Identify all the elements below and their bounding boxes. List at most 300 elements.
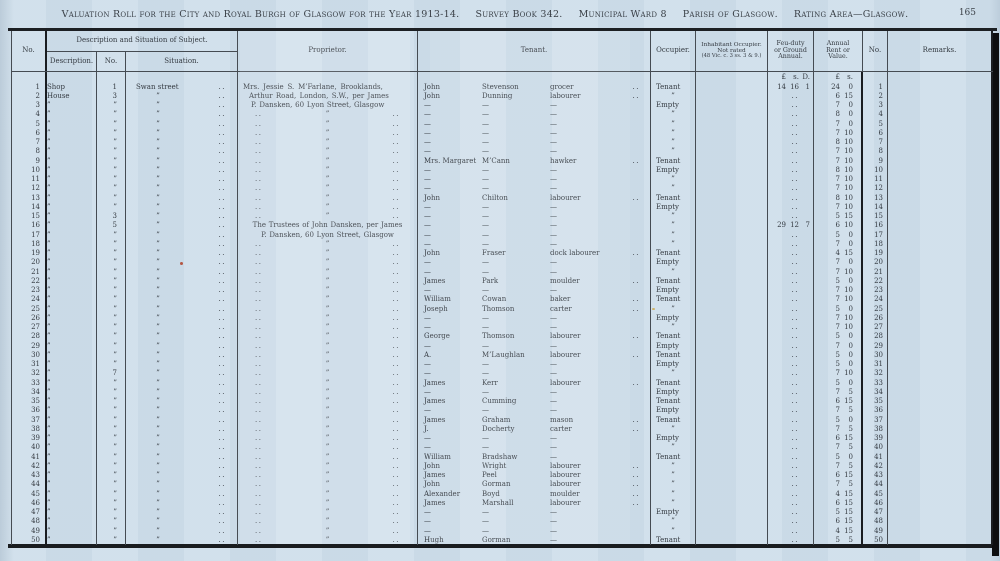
cell-occupier xyxy=(651,184,696,193)
cell-occupier xyxy=(651,508,696,517)
rent-shillings: 10 xyxy=(844,165,853,174)
cell-tenant xyxy=(418,360,651,369)
dot-leader: .. xyxy=(632,249,640,258)
dot-leader: .. xyxy=(392,397,400,406)
cell-tenant xyxy=(418,166,651,175)
tenant-forename: James xyxy=(424,471,446,480)
tenant-forename: — xyxy=(424,517,431,526)
cell-tenant xyxy=(418,388,651,397)
rent-pounds: 4 xyxy=(835,526,840,535)
tenant-occupation: dock labourer xyxy=(550,249,600,258)
dot-leader: .. xyxy=(392,489,400,498)
rent-shillings: 0 xyxy=(848,82,853,91)
tenant-surname: — xyxy=(482,313,489,322)
tenant-forename: A. xyxy=(424,350,432,359)
cell-remarks xyxy=(888,342,993,351)
cell-occupier xyxy=(651,369,696,378)
cell-description xyxy=(47,101,97,110)
ditto-mark: ” xyxy=(325,480,330,489)
dot-leader: .. xyxy=(392,212,400,221)
proprietor-text: Mrs. Jessie S. M’Farlane, Brooklands, xyxy=(243,82,383,91)
cell-proprietor xyxy=(238,221,418,230)
cell-annual-rent xyxy=(814,527,863,536)
cell-feu-duty xyxy=(768,138,814,147)
cell-annual-rent xyxy=(814,508,863,517)
rent-pounds: 8 xyxy=(835,138,840,147)
dot-leader: .. xyxy=(255,443,263,452)
cell-row-number-right: 10 xyxy=(863,166,888,175)
dot-leader: .. xyxy=(392,415,400,424)
cell-feu-duty xyxy=(768,471,814,480)
description-text: ” xyxy=(47,212,51,221)
description-text: ” xyxy=(47,202,51,211)
cell-proprietor xyxy=(238,323,418,332)
cell-street-number: ” xyxy=(97,323,126,332)
cell-situation xyxy=(126,240,238,249)
rent-shillings: 0 xyxy=(848,258,853,267)
cell-inhabitant-occupier xyxy=(696,406,768,415)
cell-row-number: 5 xyxy=(12,120,47,129)
dot-leader: .. xyxy=(791,471,799,480)
tenant-occupation: — xyxy=(550,517,557,526)
tenant-surname: Docherty xyxy=(482,424,515,433)
rent-pounds: 8 xyxy=(835,110,840,119)
cell-occupier xyxy=(651,351,696,360)
tenant-occupation: hawker xyxy=(550,156,577,165)
occupier-text: ” xyxy=(671,517,675,526)
occupier-text: Empty xyxy=(656,387,679,396)
cell-remarks xyxy=(888,527,993,536)
rent-shillings: 10 xyxy=(844,295,853,304)
dot-leader: .. xyxy=(218,508,226,517)
dot-leader: .. xyxy=(392,286,400,295)
cell-inhabitant-occupier xyxy=(696,443,768,452)
cell-row-number-right: 31 xyxy=(863,360,888,369)
cell-proprietor xyxy=(238,332,418,341)
cell-situation xyxy=(126,499,238,508)
tenant-occupation: — xyxy=(550,147,557,156)
dot-leader: .. xyxy=(791,387,799,396)
occupier-text: ” xyxy=(671,239,675,248)
rent-pounds: 7 xyxy=(835,147,840,156)
occupier-text: ” xyxy=(671,147,675,156)
table-row xyxy=(12,425,993,434)
table-row xyxy=(12,268,993,277)
cell-inhabitant-occupier xyxy=(696,342,768,351)
cell-situation xyxy=(126,388,238,397)
rent-pounds: 7 xyxy=(835,443,840,452)
dot-leader: .. xyxy=(791,332,799,341)
cell-row-number-right: 45 xyxy=(863,490,888,499)
dot-leader: .. xyxy=(218,175,226,184)
tenant-forename: — xyxy=(424,434,431,443)
dot-leader: .. xyxy=(255,276,263,285)
rent-shillings: 5 xyxy=(848,387,853,396)
cell-annual-rent xyxy=(814,434,863,443)
cell-inhabitant-occupier xyxy=(696,434,768,443)
rent-shillings: 15 xyxy=(844,91,853,100)
dot-leader: .. xyxy=(632,332,640,341)
description-text: ” xyxy=(47,415,51,424)
rent-pounds: 7 xyxy=(835,128,840,137)
tenant-surname: — xyxy=(482,434,489,443)
cell-occupier xyxy=(651,527,696,536)
cell-description xyxy=(47,527,97,536)
cell-street-number: ” xyxy=(97,360,126,369)
table-row xyxy=(12,499,993,508)
situation-text: ” xyxy=(156,91,160,100)
cell-description xyxy=(47,443,97,452)
cell-occupier xyxy=(651,360,696,369)
ditto-mark: ” xyxy=(325,406,330,415)
dot-leader: .. xyxy=(218,230,226,239)
tenant-occupation: — xyxy=(550,165,557,174)
dot-leader: .. xyxy=(255,332,263,341)
dot-leader: .. xyxy=(255,369,263,378)
tenant-forename: — xyxy=(424,258,431,267)
dot-leader: .. xyxy=(632,415,640,424)
dot-leader: .. xyxy=(791,378,799,387)
cell-feu-duty xyxy=(768,212,814,221)
cell-tenant xyxy=(418,406,651,415)
cell-row-number: 11 xyxy=(12,175,47,184)
rent-shillings: 5 xyxy=(848,535,853,544)
cell-annual-rent xyxy=(814,101,863,110)
dot-leader: .. xyxy=(632,156,640,165)
tenant-surname: Thomson xyxy=(482,304,515,313)
occupier-text: Tenant xyxy=(656,332,681,341)
dot-leader: .. xyxy=(218,184,226,193)
situation-text: ” xyxy=(156,350,160,359)
cell-street-number: ” xyxy=(97,490,126,499)
situation-text: ” xyxy=(156,202,160,211)
occupier-text: Tenant xyxy=(656,397,681,406)
tenant-occupation: — xyxy=(550,397,557,406)
dot-leader: .. xyxy=(392,119,400,128)
cell-row-number: 47 xyxy=(12,508,47,517)
cell-street-number: ” xyxy=(97,305,126,314)
cell-occupier xyxy=(651,443,696,452)
cell-row-number: 14 xyxy=(12,203,47,212)
tenant-forename: — xyxy=(424,101,431,110)
tenant-surname: — xyxy=(482,267,489,276)
dot-leader: .. xyxy=(791,91,799,100)
situation-text: ” xyxy=(156,434,160,443)
tenant-surname: M’Cann xyxy=(482,156,510,165)
situation-text: ” xyxy=(156,332,160,341)
rent-pounds: 7 xyxy=(835,239,840,248)
cell-row-number-right: 16 xyxy=(863,221,888,230)
cell-proprietor xyxy=(238,231,418,240)
cell-situation xyxy=(126,83,238,92)
dot-leader: .. xyxy=(392,313,400,322)
situation-text: ” xyxy=(156,101,160,110)
occupier-text: ” xyxy=(671,304,675,313)
cell-annual-rent xyxy=(814,388,863,397)
cell-description xyxy=(47,397,97,406)
cell-row-number: 32 xyxy=(12,369,47,378)
cell-inhabitant-occupier xyxy=(696,92,768,101)
cell-proprietor xyxy=(238,517,418,526)
dot-leader: .. xyxy=(791,397,799,406)
rent-pounds: 6 xyxy=(835,434,840,443)
cell-row-number: 8 xyxy=(12,147,47,156)
cell-description xyxy=(47,221,97,230)
cell-proprietor xyxy=(238,120,418,129)
tenant-occupation: labourer xyxy=(550,461,581,470)
ditto-mark: ” xyxy=(325,452,330,461)
cell-situation xyxy=(126,323,238,332)
situation-text: ” xyxy=(156,193,160,202)
cell-description xyxy=(47,499,97,508)
situation-text: ” xyxy=(156,249,160,258)
cell-row-number-right: 39 xyxy=(863,434,888,443)
cell-proprietor xyxy=(238,527,418,536)
dot-leader: .. xyxy=(392,461,400,470)
cell-proprietor xyxy=(238,157,418,166)
table-row xyxy=(12,369,993,378)
tenant-forename: — xyxy=(424,212,431,221)
tenant-occupation: labourer xyxy=(550,498,581,507)
cell-situation xyxy=(126,342,238,351)
cell-feu-duty xyxy=(768,147,814,156)
cell-tenant xyxy=(418,138,651,147)
cell-inhabitant-occupier xyxy=(696,517,768,526)
cell-remarks xyxy=(888,416,993,425)
tenant-surname: — xyxy=(482,147,489,156)
description-text: ” xyxy=(47,489,51,498)
dot-leader: .. xyxy=(632,276,640,285)
cell-feu-duty xyxy=(768,388,814,397)
dot-leader: .. xyxy=(218,360,226,369)
dot-leader: .. xyxy=(791,193,799,202)
cell-description xyxy=(47,323,97,332)
situation-text: ” xyxy=(156,313,160,322)
cell-tenant xyxy=(418,490,651,499)
cell-inhabitant-occupier xyxy=(696,490,768,499)
cell-street-number: ” xyxy=(97,416,126,425)
table-row xyxy=(12,360,993,369)
cell-inhabitant-occupier xyxy=(696,295,768,304)
dot-leader: .. xyxy=(632,193,640,202)
cell-situation xyxy=(126,462,238,471)
tenant-occupation: — xyxy=(550,202,557,211)
cell-proprietor xyxy=(238,83,418,92)
cell-proprietor xyxy=(238,443,418,452)
dot-leader: .. xyxy=(791,313,799,322)
scan-artifact xyxy=(180,262,183,265)
cell-tenant xyxy=(418,499,651,508)
tenant-surname: — xyxy=(482,517,489,526)
cell-inhabitant-occupier xyxy=(696,258,768,267)
description-text: Shop xyxy=(47,82,65,91)
cell-tenant xyxy=(418,323,651,332)
tenant-surname: Wright xyxy=(482,461,507,470)
cell-inhabitant-occupier xyxy=(696,120,768,129)
rent-pounds: 7 xyxy=(835,313,840,322)
cell-row-number-right: 12 xyxy=(863,184,888,193)
currency-feu-pence: D. xyxy=(802,72,810,81)
situation-text: ” xyxy=(156,212,160,221)
ditto-mark: ” xyxy=(325,128,330,137)
cell-proprietor xyxy=(238,240,418,249)
cell-blank xyxy=(238,72,418,83)
cell-tenant xyxy=(418,203,651,212)
situation-text: ” xyxy=(156,535,160,544)
cell-street-number: ” xyxy=(97,258,126,267)
currency-rent xyxy=(814,72,863,83)
cell-annual-rent xyxy=(814,194,863,203)
rent-pounds: 5 xyxy=(835,535,840,544)
currency-feu-pounds: £ xyxy=(781,72,786,81)
occupier-text: Tenant xyxy=(656,452,681,461)
dot-leader: .. xyxy=(218,239,226,248)
tenant-surname: — xyxy=(482,360,489,369)
cell-situation xyxy=(126,203,238,212)
cell-situation xyxy=(126,406,238,415)
occupier-text: Empty xyxy=(656,508,679,517)
cell-tenant xyxy=(418,425,651,434)
tenant-forename: — xyxy=(424,147,431,156)
description-text: ” xyxy=(47,230,51,239)
cell-row-number-right: 42 xyxy=(863,462,888,471)
rent-shillings: 0 xyxy=(848,110,853,119)
table-row xyxy=(12,277,993,286)
rent-shillings: 5 xyxy=(848,424,853,433)
cell-tenant xyxy=(418,129,651,138)
rent-pounds: 7 xyxy=(835,424,840,433)
table-row xyxy=(12,388,993,397)
cell-row-number-right: 37 xyxy=(863,416,888,425)
cell-feu-duty xyxy=(768,453,814,462)
caption-parish: Parish of Glasgow. xyxy=(682,8,778,20)
cell-situation xyxy=(126,138,238,147)
rent-pounds: 24 xyxy=(831,82,840,91)
tenant-forename: — xyxy=(424,360,431,369)
cell-proprietor xyxy=(238,258,418,267)
cell-row-number: 18 xyxy=(12,240,47,249)
table-row xyxy=(12,517,993,526)
ditto-mark: ” xyxy=(325,184,330,193)
ditto-mark: ” xyxy=(325,295,330,304)
cell-description xyxy=(47,342,97,351)
situation-text: ” xyxy=(156,517,160,526)
cell-annual-rent xyxy=(814,332,863,341)
description-text: ” xyxy=(47,397,51,406)
tenant-forename: John xyxy=(424,480,441,489)
ditto-mark: ” xyxy=(325,378,330,387)
rent-pounds: 7 xyxy=(835,258,840,267)
occupier-text: Tenant xyxy=(656,193,681,202)
tenant-occupation: — xyxy=(550,443,557,452)
situation-text: ” xyxy=(156,498,160,507)
rent-shillings: 15 xyxy=(844,397,853,406)
cell-annual-rent xyxy=(814,342,863,351)
cell-occupier xyxy=(651,194,696,203)
ditto-mark: ” xyxy=(325,526,330,535)
cell-remarks xyxy=(888,388,993,397)
rent-pounds: 5 xyxy=(835,360,840,369)
dot-leader: .. xyxy=(791,406,799,415)
ditto-mark: ” xyxy=(325,350,330,359)
dot-leader: .. xyxy=(392,508,400,517)
tenant-forename: James xyxy=(424,378,446,387)
cell-annual-rent xyxy=(814,471,863,480)
tenant-forename: — xyxy=(424,184,431,193)
table-header xyxy=(12,31,993,72)
cell-feu-duty xyxy=(768,175,814,184)
cell-situation xyxy=(126,120,238,129)
tenant-forename: John xyxy=(424,249,441,258)
feu-pounds: 29 xyxy=(777,221,786,230)
table-row xyxy=(12,203,993,212)
cell-situation xyxy=(126,443,238,452)
cell-tenant xyxy=(418,194,651,203)
rent-pounds: 7 xyxy=(835,369,840,378)
tenant-occupation: baker xyxy=(550,295,571,304)
tenant-occupation: — xyxy=(550,101,557,110)
situation-text: ” xyxy=(156,295,160,304)
rent-pounds: 7 xyxy=(835,387,840,396)
cell-description xyxy=(47,416,97,425)
cell-remarks xyxy=(888,194,993,203)
description-text: ” xyxy=(47,175,51,184)
cell-feu-duty xyxy=(768,129,814,138)
header-situation: Situation. xyxy=(126,52,238,71)
cell-remarks xyxy=(888,397,993,406)
cell-situation xyxy=(126,369,238,378)
cell-description xyxy=(47,166,97,175)
dot-leader: .. xyxy=(791,480,799,489)
cell-description xyxy=(47,453,97,462)
dot-leader: .. xyxy=(632,489,640,498)
cell-annual-rent xyxy=(814,286,863,295)
cell-row-number-right: 18 xyxy=(863,240,888,249)
cell-tenant xyxy=(418,305,651,314)
cell-tenant xyxy=(418,268,651,277)
cell-remarks xyxy=(888,101,993,110)
cell-inhabitant-occupier xyxy=(696,425,768,434)
tenant-surname: — xyxy=(482,138,489,147)
cell-situation xyxy=(126,166,238,175)
situation-text: ” xyxy=(156,360,160,369)
table-row xyxy=(12,453,993,462)
cell-feu-duty xyxy=(768,305,814,314)
dot-leader: .. xyxy=(791,461,799,470)
dot-leader: .. xyxy=(791,350,799,359)
tenant-occupation: — xyxy=(550,138,557,147)
tenant-surname: — xyxy=(482,508,489,517)
cell-situation xyxy=(126,175,238,184)
cell-occupier xyxy=(651,249,696,258)
page-number: 165 xyxy=(958,8,976,18)
cell-occupier xyxy=(651,110,696,119)
tenant-occupation: — xyxy=(550,286,557,295)
dot-leader: .. xyxy=(218,91,226,100)
dot-leader: .. xyxy=(255,397,263,406)
cell-proprietor xyxy=(238,416,418,425)
tenant-surname: Fraser xyxy=(482,249,506,258)
table-row xyxy=(12,258,993,267)
cell-row-number-right: 24 xyxy=(863,295,888,304)
dot-leader: .. xyxy=(791,138,799,147)
description-text: ” xyxy=(47,119,51,128)
dot-leader: .. xyxy=(218,128,226,137)
tenant-forename: J. xyxy=(424,424,429,433)
description-text: ” xyxy=(47,360,51,369)
tenant-occupation: — xyxy=(550,387,557,396)
header-no-left: No. xyxy=(12,31,47,71)
